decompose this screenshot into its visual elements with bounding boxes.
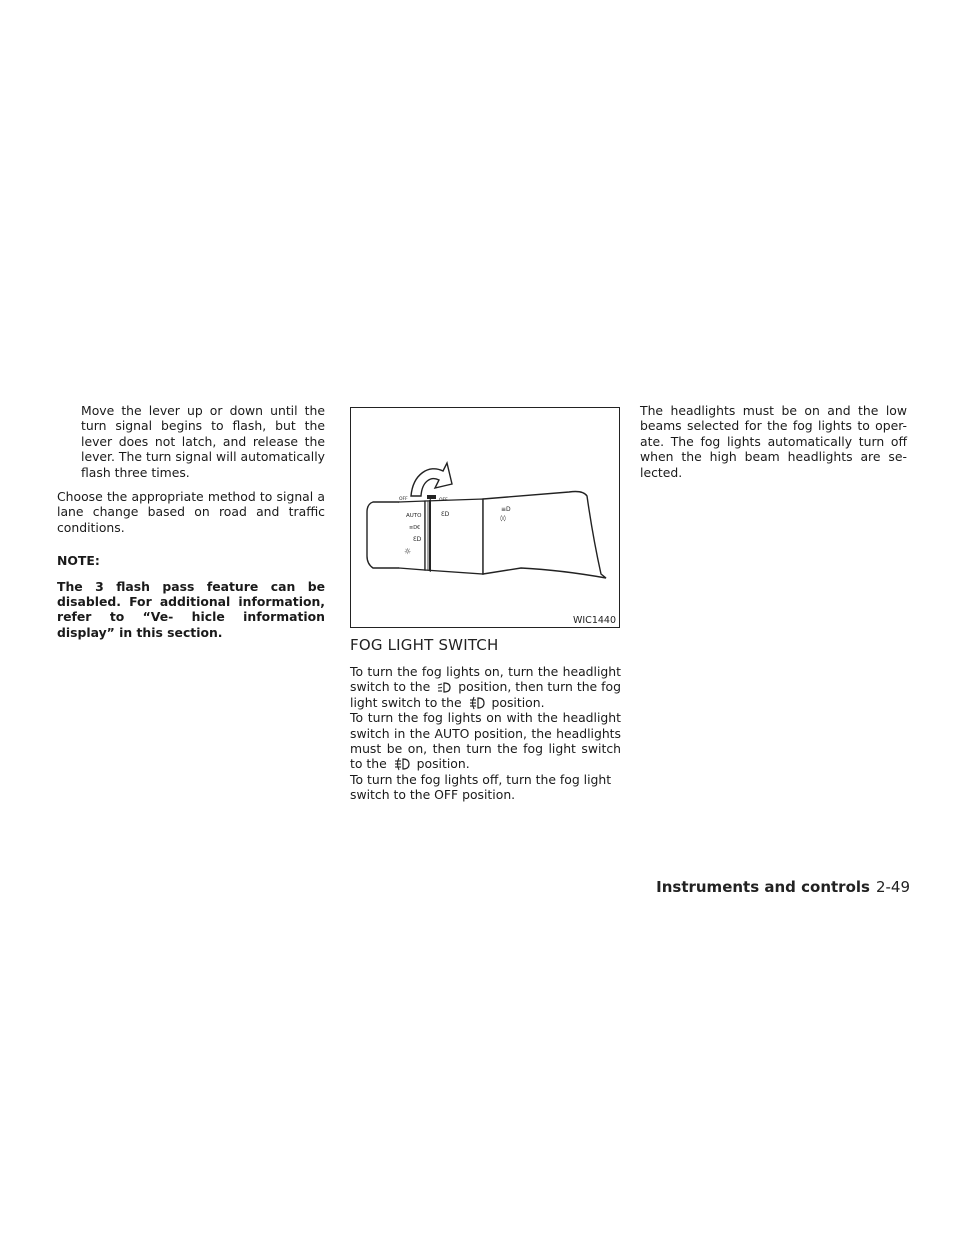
lane-change-instruction: Move the lever up or down until the turn signal begins to flash, but the lever does not latch, and release the lever. The turn signal will automatically flash three times. [81, 403, 325, 480]
lane-change-advice: Choose the appropriate method to signal a lane change based on road and traffic conditions. [57, 489, 325, 535]
svg-text:ƐD: ƐD [441, 511, 450, 518]
headlight-ring [425, 499, 483, 574]
page-number: 2-49 [875, 878, 910, 896]
page-footer [656, 878, 910, 896]
section-heading: FOG LIGHT SWITCH [350, 636, 499, 654]
rotation-arrow-icon [411, 463, 452, 496]
svg-text:◊◊: ◊◊ [500, 515, 506, 522]
fog-on-instruction: To turn the fog lights on, turn the headlight switch to the position, then turn the fog light switch to the position. [350, 664, 621, 710]
lever-stalk [483, 492, 606, 579]
svg-text:≡D: ≡D [501, 506, 511, 513]
fog-light-symbol-icon [468, 696, 486, 710]
fog-light-symbol-icon [393, 757, 411, 771]
fog-operation-note: The headlights must be on and the low beams selected for the fog lights to oper- ate. The fog lights automatically turn off when the high beam headlights are se- lected. [640, 403, 907, 480]
chapter-title: Instruments and controls [656, 878, 870, 896]
lever-knob [367, 502, 403, 568]
note-text: The 3 flash pass feature can be disabled. For additional information, refer to “Ve- hicle information display” in this section. [57, 578, 325, 640]
figure-code: WIC1440 [572, 615, 616, 626]
auto-label: AUTO [406, 513, 422, 519]
fog-ring [429, 499, 431, 572]
off-label: OFF [439, 498, 448, 503]
fog-off-instruction: To turn the fog lights off, turn the fog light switch to the OFF position. [350, 771, 612, 803]
headlight-symbol-icon [436, 681, 452, 694]
fog-auto-instruction: To turn the fog lights on with the headlight switch in the AUTO position, the headlights must be on, then turn the fog light switch to the position. [350, 710, 621, 772]
right-column [640, 403, 907, 480]
svg-text:OFF: OFF [399, 497, 408, 502]
headlight-lever-figure [350, 407, 620, 628]
svg-text:ƐD: ƐD [413, 536, 422, 543]
svg-text:≡D€: ≡D€ [409, 525, 421, 531]
note-label: NOTE: [57, 553, 100, 569]
svg-text:☼: ☼ [404, 547, 412, 556]
lever-illustration [351, 408, 619, 627]
left-column [57, 403, 325, 640]
fog-light-section [350, 636, 621, 803]
